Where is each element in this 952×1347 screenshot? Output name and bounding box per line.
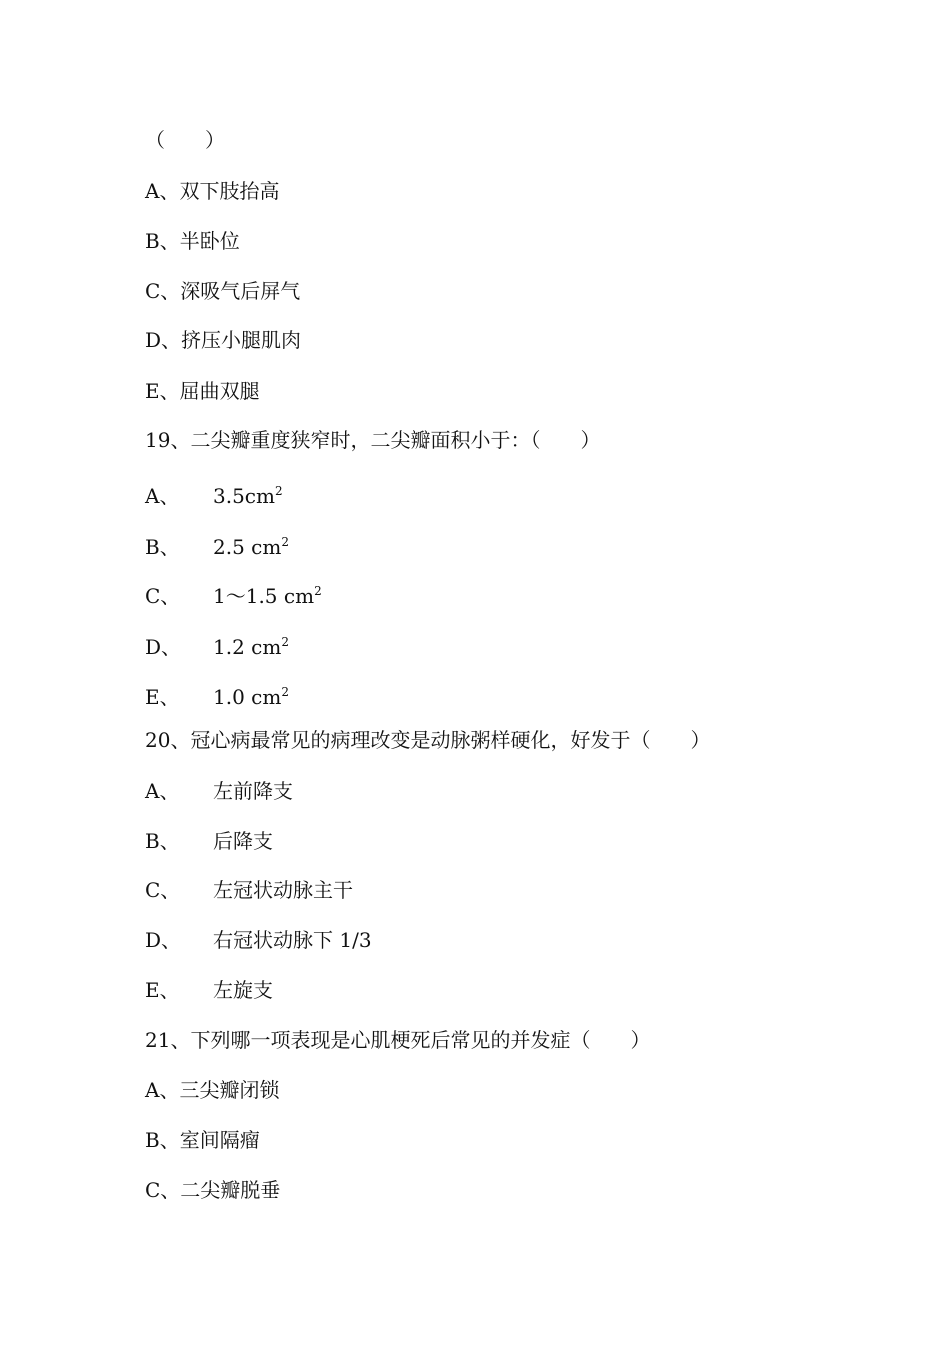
option-text: 后降支 xyxy=(213,829,273,853)
q19-option-e xyxy=(145,677,289,707)
option-superscript: 2 xyxy=(281,535,289,549)
q20-option-d xyxy=(145,925,372,955)
q18-option-e: E、屈曲双腿 xyxy=(145,379,260,403)
q20-option-e xyxy=(145,975,273,1005)
option-text: 左冠状动脉主干 xyxy=(213,878,353,902)
option-superscript: 2 xyxy=(274,484,283,498)
option-letter: D、 xyxy=(145,635,182,659)
option-value: 3.5cm xyxy=(213,484,275,508)
option-letter: A、 xyxy=(145,779,180,803)
option-text: 左旋支 xyxy=(213,978,273,1002)
q21-option-a: A、三尖瓣闭锁 xyxy=(145,1078,280,1102)
option-letter: E、 xyxy=(145,685,180,709)
option-letter: B、 xyxy=(145,829,180,853)
q21-option-c: C、二尖瓣脱垂 xyxy=(145,1178,281,1202)
q19-option-d xyxy=(145,627,289,657)
option-superscript: 2 xyxy=(314,584,322,598)
q18-option-d: D、挤压小腿肌肉 xyxy=(145,328,302,352)
option-value: 2.5 cm xyxy=(213,535,282,559)
q21-stem: 21、下列哪一项表现是心肌梗死后常见的并发症（ ） xyxy=(145,1028,651,1052)
option-letter: E、 xyxy=(145,978,180,1002)
option-value: 1～1.5 cm xyxy=(213,584,315,608)
q18-option-c: C、深吸气后屏气 xyxy=(145,279,301,303)
option-value: 1.2 cm xyxy=(213,635,282,659)
q20-option-a xyxy=(145,776,293,806)
option-value: 1.0 cm xyxy=(213,685,282,709)
option-letter: A、 xyxy=(145,484,180,508)
q21-option-b: B、室间隔瘤 xyxy=(145,1128,260,1152)
q19-option-c xyxy=(145,576,322,606)
option-letter: C、 xyxy=(145,584,181,608)
option-text: 右冠状动脉下 1/3 xyxy=(213,928,372,952)
q19-option-b xyxy=(145,527,289,557)
q20-option-b xyxy=(145,826,273,856)
q20-option-c xyxy=(145,875,353,905)
q18-answer-paren: （ ） xyxy=(145,128,225,152)
q18-option-b: B、半卧位 xyxy=(145,229,240,253)
q20-stem: 20、冠心病最常见的病理改变是动脉粥样硬化，好发于（ ） xyxy=(145,728,711,752)
option-letter: D、 xyxy=(145,928,182,952)
option-letter: B、 xyxy=(145,535,180,559)
q18-option-a: A、双下肢抬高 xyxy=(145,179,280,203)
q19-option-a xyxy=(145,476,283,506)
option-superscript: 2 xyxy=(281,635,289,649)
q19-stem: 19、二尖瓣重度狭窄时，二尖瓣面积小于：（ ） xyxy=(145,428,601,452)
option-text: 左前降支 xyxy=(213,779,293,803)
option-superscript: 2 xyxy=(281,685,289,699)
option-letter: C、 xyxy=(145,878,181,902)
